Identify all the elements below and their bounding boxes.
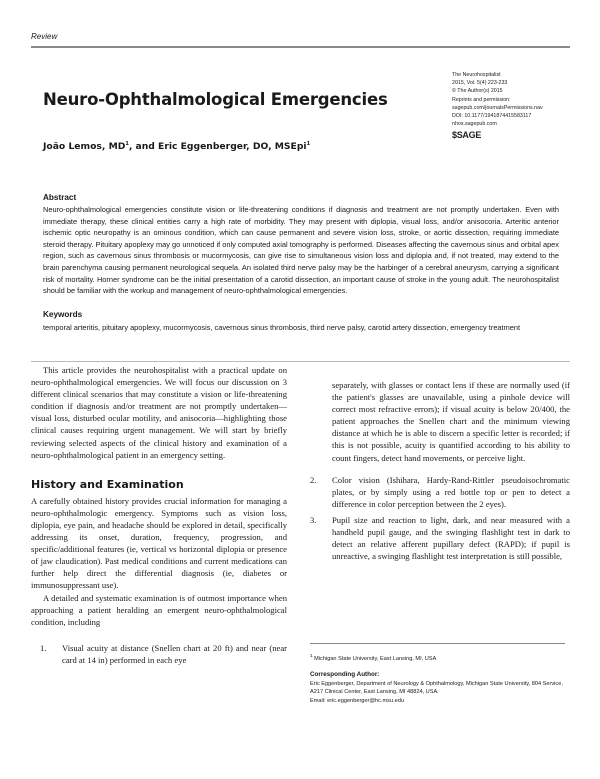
- left-column: [31, 364, 287, 666]
- footnote-rule: [310, 643, 565, 644]
- list-item: [31, 642, 287, 666]
- journal-name: The Neurohospitalist: [452, 72, 501, 78]
- author-2: Eric Eggenberger, DO, MSEpi: [158, 141, 307, 153]
- body-paragraph: A carefully obtained history provides crucial information for managing a neuro-ophthalmologic emergency. Symptoms such as vision loss, diplopia, eye pain, and headache should be explored in detail, specifically addressing its onset, duration, frequency, progression, and specific/additional features (ie, vertical vs horizontal diplopia or presence of jaw claudication). Past medical conditions and current medications can further help direct the differential diagnosis (ie, diabetes or immunosuppressant use).: [31, 495, 287, 591]
- corresponding-heading: Corresponding Author:: [310, 671, 380, 679]
- section-label: Review: [31, 32, 58, 41]
- copyright: © The Author(s) 2015: [452, 88, 503, 95]
- abstract: [43, 193, 559, 297]
- article-title: Neuro-Ophthalmological Emergencies: [43, 90, 388, 109]
- keywords-heading: Keywords: [43, 310, 83, 319]
- section-divider: [31, 361, 570, 362]
- journal-metadata: [452, 71, 543, 140]
- author-1: João Lemos, MD: [43, 141, 126, 153]
- header-rule: [31, 46, 570, 48]
- section-heading: History and Examination: [31, 477, 184, 491]
- abstract-heading: Abstract: [43, 193, 77, 202]
- list-number: 1.: [40, 642, 47, 653]
- affiliation-marker: 1: [125, 141, 129, 147]
- list-number: 3.: [310, 514, 317, 525]
- sage-logo-icon: $: [452, 130, 457, 141]
- body-paragraph: A detailed and systematic examination is of outmost importance when approaching a patient heralding an emergent neuro-ophthalmological condition, including: [31, 592, 287, 627]
- affiliation-note: [310, 652, 568, 663]
- right-column: [310, 379, 570, 562]
- journal-url[interactable]: nhos.sagepub.com: [452, 121, 497, 128]
- abstract-text: Neuro-ophthalmological emergencies constitute vision or life-threatening conditions if diagnosis and treatment are not promptly undertaken. Even with immediate therapy, these clinical entities carry a high rate of morbidity. They may present with diplopia, visual loss, and/or anisocoria. Arteritic anterior ischemic optic neuropathy is an ominous condition, which can cause permanent and severe vision loss, stroke, or aortic dissection, requiring immediate steroid therapy. Pituitary apoplexy may go unnoticed if only computed axial tomography is performed. Diseases affecting the cavernous sinus and orbital apex region, such as cavernous sinus thrombosis or mucormycosis, can give rise to simultaneous vision loss and diplopia and, if not treated, may extend to the brain parenchyma causing permanent neurological sequela. An isolated third nerve palsy may be the harbinger of a cerebral aneurysm, carrying a significant risk of mortality. Horner syndrome can be the initial presentation of a carotid dissection, an important cause of stroke in the young adult. The neurohospitalist should be familiar with the workup and management of neuro-ophthalmological emergencies.: [43, 205, 559, 296]
- sage-logo: [452, 130, 543, 140]
- keywords: [43, 310, 559, 334]
- author-separator: , and: [128, 141, 159, 153]
- list-item: [310, 514, 570, 562]
- doi[interactable]: DOI: 10.1177/1941874415583117: [452, 113, 532, 120]
- footnotes: [310, 652, 568, 705]
- corresponding-email[interactable]: Email: eric.eggenberger@hc.msu.edu: [310, 697, 404, 704]
- footnote-marker: 1: [310, 653, 313, 658]
- reprints-label: Reprints and permission:: [452, 96, 511, 103]
- list-item: [310, 474, 570, 510]
- volume-info: 2015, Vol. 5(4) 223-233: [452, 80, 508, 87]
- list-number: 2.: [310, 474, 317, 485]
- list-text: Visual acuity at distance (Snellen chart at 20 ft) and near (near card at 14 in) performed in each eye: [62, 642, 287, 665]
- intro-paragraph: This article provides the neurohospitalist with a practical update on neuro-ophthalmological emergencies. We will focus our discussion on 3 different clinical scenarios that may constitute a vision or life-threatening condition if diagnosis and/or treatment are not promptly undertaken—visual loss, disturbed ocular motility, and anisocoria—highlighting those clinical causes requiring urgent management. We will start by briefly reviewing selected aspects of the clinical history and examination of a neuro-ophthalmological patient in an emergency setting.: [31, 365, 287, 460]
- list-continuation: separately, with glasses or contact lens if these are normally used (if the patient's glasses are unavailable, using a pinhole device will correct most refractive errors); if visual acuity is below 20/400, the patient approaches the Snellen chart and the minimum viewing distance at which he is able to discern a specific letter is recorded; if this is not possible, acuity is quantified according to his ability to count fingers, detect hand movements, or perceive light.: [332, 380, 570, 463]
- permissions-link[interactable]: sagepub.com/journalsPermissions.nav: [452, 104, 543, 111]
- list-text: Color vision (Ishihara, Hardy-Rand-Rittler pseudoisochromatic plates, or by simply using a red bottle top or pen to detect a difference in color perception between the 2 eyes).: [332, 474, 570, 509]
- publisher-name: SAGE: [456, 130, 482, 141]
- list-text: Pupil size and reaction to light, dark, and near measured with a handheld pupil gauge, and the swinging flashlight test in dark to detect an relative afferent pupillary defect (RAPD); if pupil is unreactive, a swinging flashlight test interpretation is still possible,: [332, 514, 570, 562]
- authors: [43, 141, 310, 152]
- corresponding-address: Eric Eggenberger, Department of Neurology & Ophthalmology, Michigan State University, 804 Service, A217 Clinical Center, East Lansing, MI 48824, USA.: [310, 680, 563, 696]
- affiliation-marker: 1: [306, 141, 311, 147]
- affiliation-text: Michigan State University, East Lansing, MI, USA: [314, 655, 437, 662]
- keywords-text: temporal arteritis, pituitary apoplexy, mucormycosis, cavernous sinus thrombosis, third nerve palsy, carotid artery dissection, emergency treatment: [43, 323, 521, 332]
